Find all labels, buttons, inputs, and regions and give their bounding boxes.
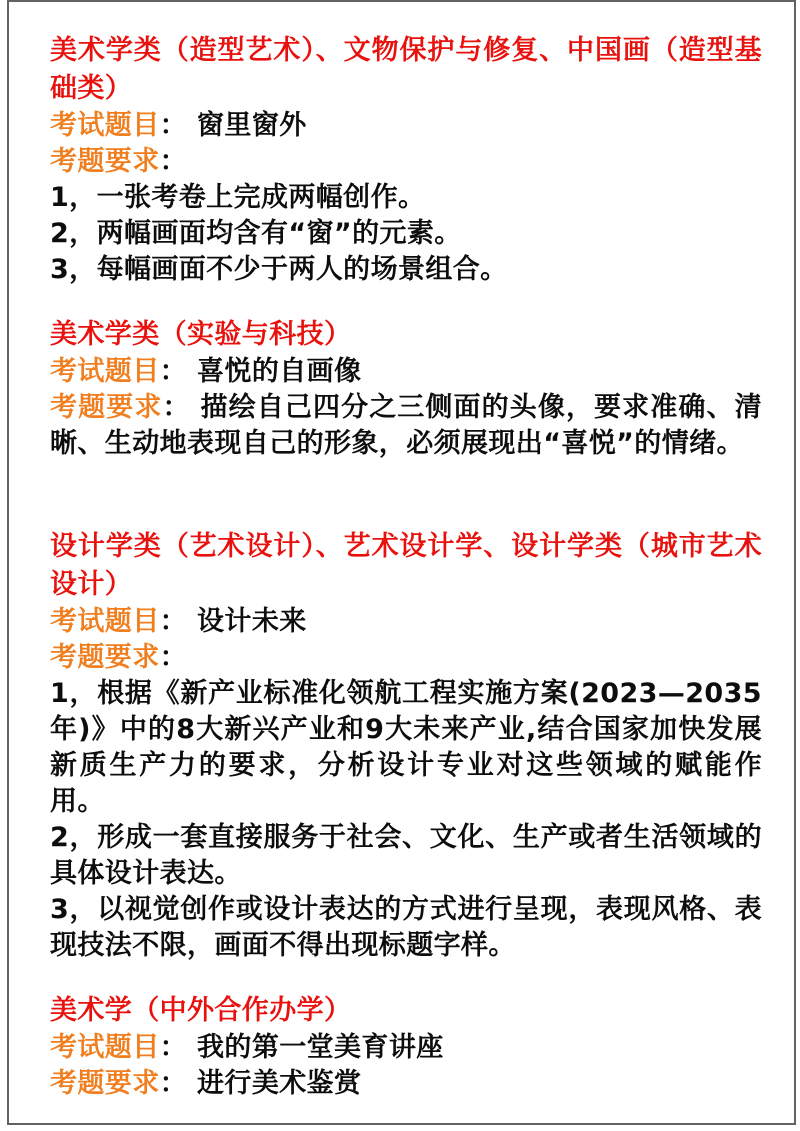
- colon: ：: [159, 110, 188, 141]
- requirements-label: 考题要求: [50, 1068, 160, 1099]
- exam-title-line: [50, 354, 762, 390]
- exam-title-label: 考试题目: [50, 606, 160, 637]
- requirement-item: 3，以视觉创作或设计表达的方式进行呈现，表现风格、表现技法不限，画面不得出现标题字样。: [50, 894, 762, 961]
- colon: ：: [159, 356, 188, 387]
- requirement-item: 2，形成一套直接服务于社会、文化、生产或者生活领域的具体设计表达。: [50, 822, 762, 889]
- requirement-item: 3，每幅画面不少于两人的场景组合。: [50, 254, 508, 285]
- exam-title-label: 考试题目: [50, 110, 160, 141]
- section-heading: 美术学（中外合作办学）: [50, 995, 352, 1026]
- requirement-item: 1，根据《新产业标准化领航工程实施方案(2023—2035年)》中的8大新兴产业和9大未来产业,结合国家加快发展新质生产力的要求，分析设计专业对这些领域的赋能作用。: [50, 678, 762, 817]
- exam-section-2: [50, 316, 762, 462]
- requirements-label: 考题要求: [50, 146, 160, 177]
- exam-section-1: [50, 32, 762, 288]
- exam-title-value: 设计未来: [197, 606, 307, 637]
- requirements-label: 考题要求: [50, 642, 160, 673]
- requirements-line: [50, 640, 762, 676]
- requirements-label: 考题要求: [50, 392, 163, 423]
- exam-section-3: [50, 528, 762, 964]
- colon: ：: [159, 146, 188, 177]
- exam-title-value: 窗里窗外: [197, 110, 307, 141]
- exam-title-label: 考试题目: [50, 356, 160, 387]
- colon: ：: [159, 606, 188, 637]
- exam-title-label: 考试题目: [50, 1032, 160, 1063]
- exam-section-4: [50, 992, 762, 1102]
- exam-title-value: 我的第一堂美育讲座: [197, 1032, 444, 1063]
- section-heading: 美术学类（造型艺术）、文物保护与修复、中国画（造型基础类）: [50, 35, 762, 104]
- exam-title-line: [50, 1030, 762, 1066]
- exam-title-line: [50, 604, 762, 640]
- exam-title-line: [50, 108, 762, 144]
- colon: ：: [159, 642, 188, 673]
- requirements-inline-text: 描绘自己四分之三侧面的头像，要求准确、清晰、生动地表现自己的形象，必须展现出“喜悦”的情绪。: [50, 392, 762, 459]
- colon: ：: [162, 392, 191, 423]
- requirement-item: 1，一张考卷上完成两幅创作。: [50, 182, 426, 213]
- colon: ：: [159, 1068, 188, 1099]
- section-heading: 设计学类（艺术设计）、艺术设计学、设计学类（城市艺术设计）: [50, 531, 762, 600]
- requirements-line: [50, 144, 762, 180]
- requirements-line: [50, 390, 762, 462]
- requirement-item: 2，两幅画面均含有“窗”的元素。: [50, 218, 462, 249]
- section-heading: 美术学类（实验与科技）: [50, 319, 352, 350]
- exam-title-value: 喜悦的自画像: [197, 356, 362, 387]
- colon: ：: [159, 1032, 188, 1063]
- document-content: [50, 32, 762, 1102]
- requirements-line: [50, 1066, 762, 1102]
- requirements-inline-text: 进行美术鉴赏: [197, 1068, 362, 1099]
